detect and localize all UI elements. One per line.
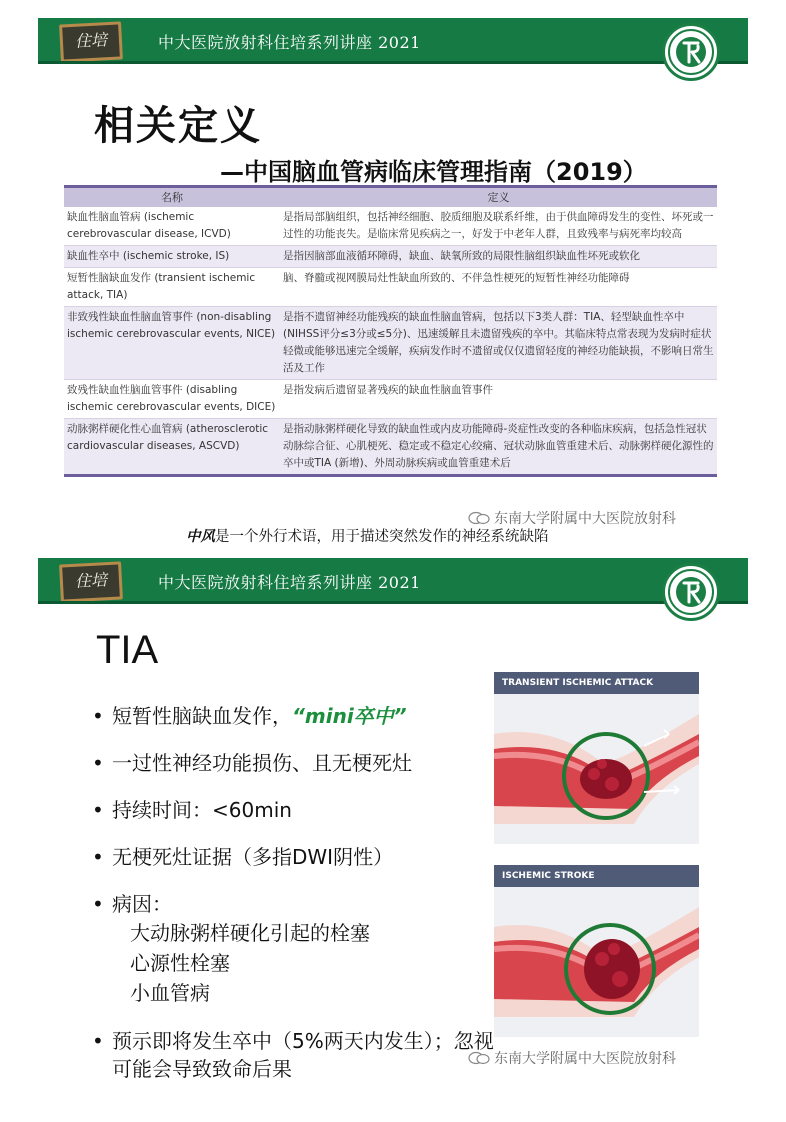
cause-item: 小血管病	[130, 981, 210, 1005]
watermark	[468, 1048, 676, 1068]
hospital-logo	[662, 23, 720, 81]
stroke-illustration	[494, 865, 699, 1037]
footnote-term: 中风	[186, 529, 215, 545]
table-row	[64, 245, 717, 267]
page-subtitle: —中国脑血管病临床管理指南（2019）	[220, 158, 647, 186]
badge-chalkboard: 住培	[59, 21, 123, 62]
cause-item: 心源性栓塞	[130, 951, 230, 975]
bullet-item: • 预示即将发生卒中（5%两天内发生）；忽视可能会导致致命后果	[92, 1027, 512, 1083]
page-title: 相关定义	[94, 103, 262, 149]
hospital-logo	[662, 563, 720, 621]
artery-occlusion-image	[494, 887, 699, 1037]
bullet-item: • 无梗死灶证据（多指DWI阴性）	[92, 843, 512, 871]
bullet-item: • 一过性神经功能损伤、且无梗死灶	[92, 749, 512, 777]
illustration-label: TRANSIENT ISCHEMIC ATTACK	[494, 672, 699, 694]
footnote-text: 是一个外行术语，用于描述突然发作的神经系统缺陷	[215, 529, 549, 545]
bullet-emphasis: “mini卒中”	[292, 704, 407, 728]
header-definition: 定义	[280, 187, 717, 207]
table-row	[64, 418, 717, 475]
watermark-text: 东南大学附属中大医院放射科	[494, 511, 676, 527]
tia-illustration	[494, 672, 699, 844]
term-name: 动脉粥样硬化性心血管病 (atherosclerotic cardiovascular diseases, ASCVD)	[64, 418, 280, 475]
term-name: 缺血性卒中 (ischemic stroke, IS)	[64, 245, 280, 267]
term-definition: 是指发病后遗留显著残疾的缺血性脑血管事件	[280, 379, 717, 418]
term-definition: 是指不遗留神经功能残疾的缺血性脑血管病，包括以下3类人群：TIA、轻型缺血性卒中 (NIHSS评分≤3分或≤5分)、迅速缓解且未遗留残疾的卒中。其临床特点常表现为发病时症状轻微或能够迅速完全缓解，疾病发作时不遗留或仅仅遗留轻度的神经功能缺损，不影响日常生活及工作	[280, 306, 717, 379]
banner-title: 中大医院放射科住培系列讲座 2021	[158, 33, 421, 52]
bullet-item: • 持续时间：<60min	[92, 796, 512, 824]
wechat-icon	[468, 1051, 490, 1065]
term-name: 致残性缺血性脑血管事件 (disabling ischemic cerebrovascular events, DICE)	[64, 379, 280, 418]
table-row	[64, 306, 717, 379]
term-name: 短暂性脑缺血发作 (transient ischemic attack, TIA)	[64, 267, 280, 306]
artery-clot-image	[494, 694, 699, 844]
term-name: 缺血性脑血管病 (ischemic cerebrovascular disease, ICVD)	[64, 207, 280, 246]
cause-item: 大动脉粥样硬化引起的栓塞	[130, 921, 370, 945]
badge-chalkboard: 住培	[59, 561, 123, 602]
banner-title: 中大医院放射科住培系列讲座 2021	[158, 573, 421, 592]
bullet-text: 病因：	[112, 892, 172, 916]
header-name: 名称	[64, 187, 280, 207]
term-definition: 脑、脊髓或视网膜局灶性缺血所致的、不伴急性梗死的短暂性神经功能障碍	[280, 267, 717, 306]
term-name: 非致残性缺血性脑血管事件 (non-disabling ischemic cerebrovascular events, NICE)	[64, 306, 280, 379]
table-row	[64, 379, 717, 418]
term-definition: 是指动脉粥样硬化导致的缺血性或内皮功能障碍-炎症性改变的各种临床疾病，包括急性冠状动脉综合征、心肌梗死、稳定或不稳定心绞痛、冠状动脉血管重建术后、动脉粥样硬化源性的卒中或TIA (新增)、外周动脉疾病或血管重建术后	[280, 418, 717, 475]
bullet-item	[92, 890, 512, 1008]
bullet-text: 短暂性脑缺血发作，	[112, 704, 292, 728]
footnote	[186, 525, 549, 546]
slide-definitions	[38, 18, 748, 553]
bullet-list	[92, 702, 512, 1102]
watermark-text: 东南大学附属中大医院放射科	[494, 1051, 676, 1067]
slide-banner	[38, 558, 748, 604]
slide-title: TIA	[96, 628, 159, 672]
table-header-row	[64, 187, 717, 207]
wechat-icon	[468, 511, 490, 525]
bullet-item	[92, 702, 512, 730]
table-row	[64, 267, 717, 306]
causes-list	[112, 918, 512, 1008]
slide-tia	[38, 558, 748, 1081]
slide-banner	[38, 18, 748, 64]
definitions-table	[64, 185, 717, 477]
illustration-label: ISCHEMIC STROKE	[494, 865, 699, 887]
table-row	[64, 207, 717, 246]
term-definition: 是指局部脑组织，包括神经细胞、胶质细胞及联系纤维，由于供血障碍发生的变性、坏死或一过性的功能丧失。是临床常见疾病之一，好发于中老年人群，且致残率与病死率均较高	[280, 207, 717, 246]
term-definition: 是指因脑部血液循环障碍，缺血、缺氧所致的局限性脑组织缺血性坏死或软化	[280, 245, 717, 267]
